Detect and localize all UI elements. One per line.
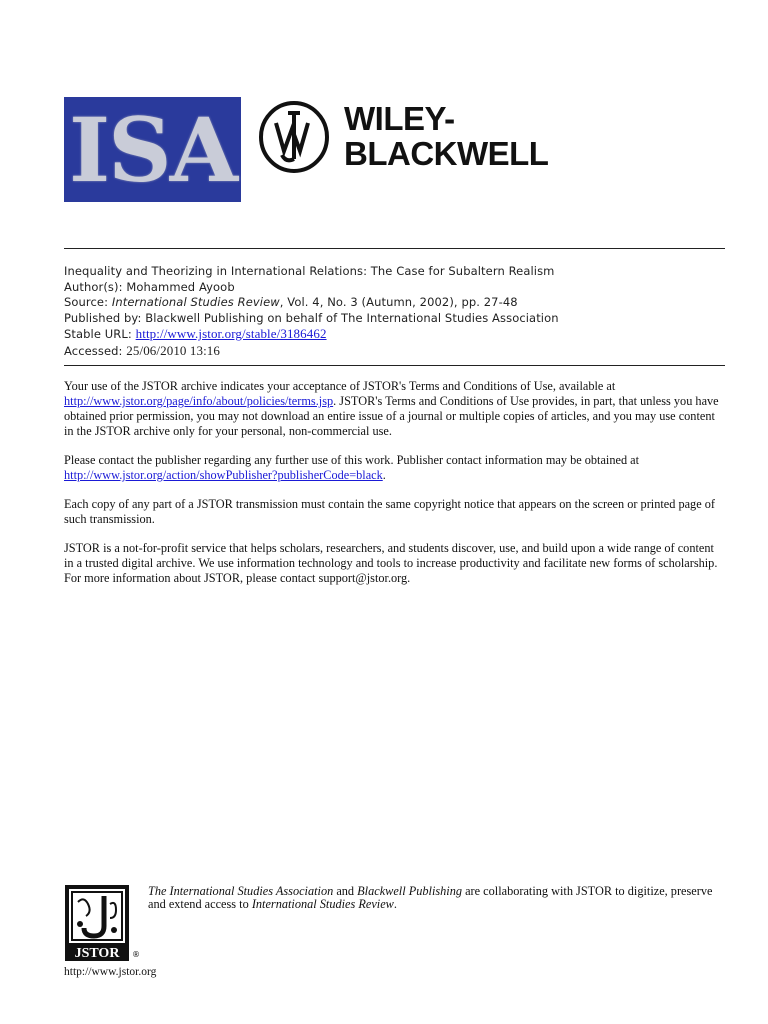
isa-logo-text: ISA: [69, 97, 236, 202]
wiley-blackwell-logo: [258, 97, 558, 177]
publisher-link[interactable]: http://www.jstor.org/action/showPublisher?publisherCode=black: [64, 468, 383, 482]
jstor-logo-icon: [64, 884, 130, 962]
bottom-divider: [64, 365, 725, 366]
registered-mark: ®: [132, 950, 140, 959]
article-publisher: Published by: Blackwell Publishing on behalf of The International Studies Association: [64, 310, 559, 325]
svg-text:JSTOR: JSTOR: [74, 946, 120, 961]
wiley-blackwell-wordmark: WILEY- BLACKWELL: [344, 100, 549, 172]
terms-paragraph-2: Please contact the publisher regarding any further use of this work. Publisher contact information may be obtained at http://www.jstor.org/action/showPublisher?publisherCode=black.: [64, 453, 640, 482]
top-divider: [64, 248, 725, 249]
collaboration-notice: The International Studies Association and Blackwell Publishing are collaborating with JSTOR to digitize, preserve and extend access to International Studies Review.: [148, 884, 713, 911]
terms-paragraph-3: Each copy of any part of a JSTOR transmission must contain the same copyright notice that appears on the screen or printed page of such transmission.: [64, 497, 715, 526]
terms-link[interactable]: http://www.jstor.org/page/info/about/policies/terms.jsp: [64, 394, 334, 408]
isa-logo: [64, 97, 241, 202]
article-metadata: [64, 264, 734, 359]
article-stable-url: Stable URL: http://www.jstor.org/stable/3186462: [64, 326, 327, 341]
article-title: Inequality and Theorizing in International Relations: The Case for Subaltern Realism: [64, 264, 555, 278]
jstor-terms: [64, 379, 724, 600]
terms-paragraph-1: Your use of the JSTOR archive indicates your acceptance of JSTOR's Terms and Conditions of Use, available at http://www.jstor.org/page/info/about/policies/terms.jsp. JSTOR's Terms and Conditions of Use provides, in part, that unless you have obtained prior permission, you may not download an entire issue of a journal or multiple copies of articles, and you may use content in the JSTOR archive only for your personal, non-commercial use.: [64, 379, 719, 438]
terms-paragraph-4: JSTOR is a not-for-profit service that helps scholars, researchers, and students discover, use, and build upon a wide range of content in a trusted digital archive. We use information technology and tools to increase productivity and facilitate new forms of scholarship. For more information about JSTOR, please contact support@jstor.org.: [64, 541, 718, 585]
stable-url-link[interactable]: http://www.jstor.org/stable/3186462: [135, 326, 327, 341]
wiley-blackwell-emblem-icon: [258, 101, 330, 173]
article-author: Author(s): Mohammed Ayoob: [64, 279, 235, 294]
article-source: Source: International Studies Review, Vol. 4, No. 3 (Autumn, 2002), pp. 27-48: [64, 295, 518, 309]
article-accessed: Accessed: 25/06/2010 13:16: [64, 342, 220, 358]
jstor-url: http://www.jstor.org: [64, 966, 157, 978]
